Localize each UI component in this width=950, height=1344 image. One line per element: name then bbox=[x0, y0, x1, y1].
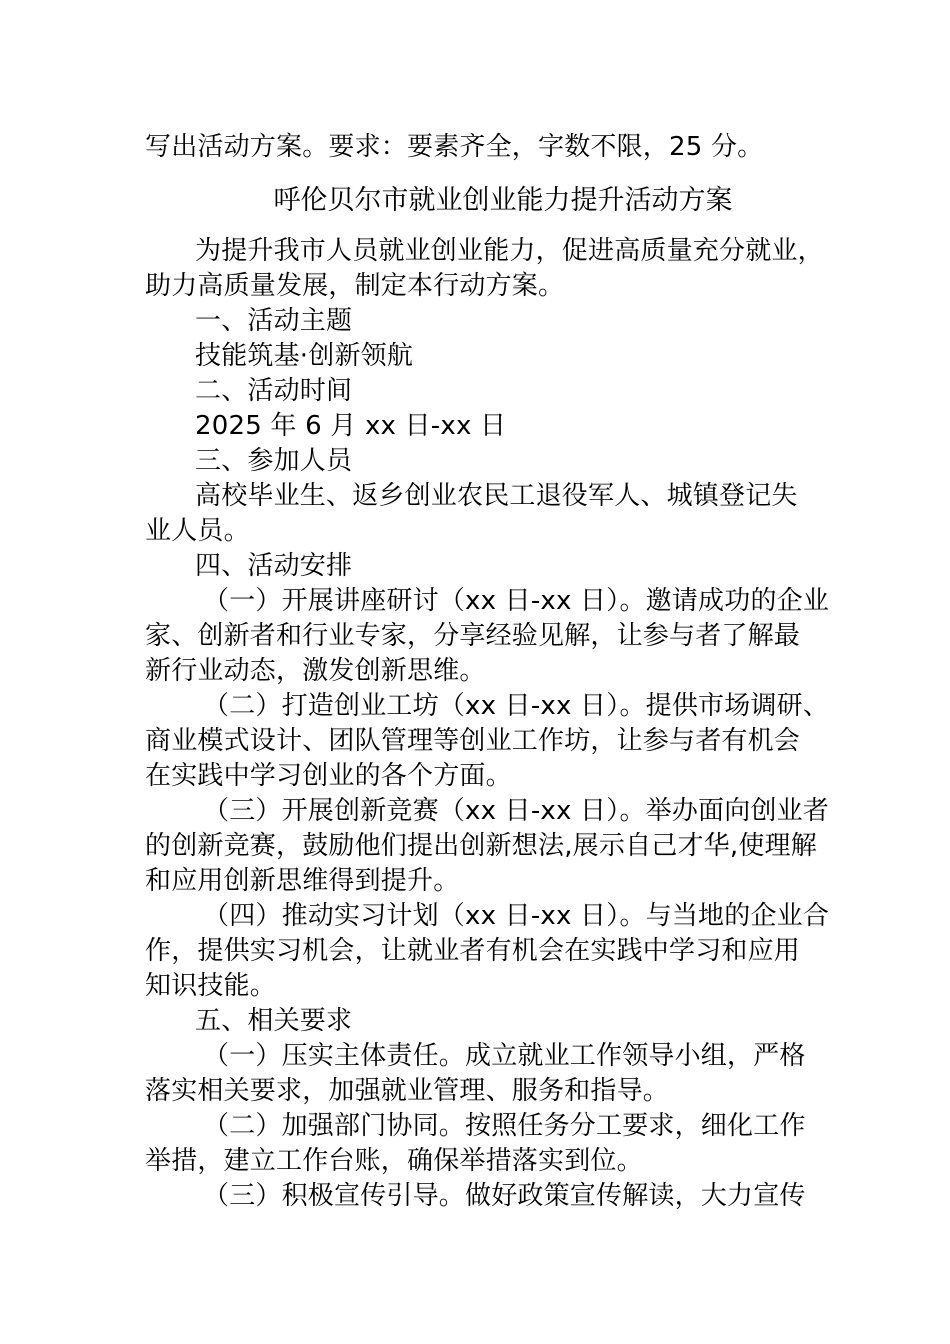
intro-line: 写出活动方案。要求：要素齐全，字数不限，25 分。 bbox=[145, 132, 764, 162]
body-line: 商业模式设计、团队管理等创业工作坊，让参与者有机会 bbox=[145, 726, 801, 756]
body-line: （四）推动实习计划（xx 日-xx 日）。与当地的企业合 bbox=[203, 901, 830, 931]
body-line: （三）积极宣传引导。做好政策宣传解读，大力宣传 bbox=[203, 1181, 806, 1211]
section-heading: 一、活动主题 bbox=[195, 306, 353, 336]
body-line: （一）开展讲座研讨（xx 日-xx 日）。邀请成功的企业 bbox=[203, 586, 830, 616]
body-line: 新行业动态，激发创新思维。 bbox=[145, 656, 486, 686]
document-title: 呼伦贝尔市就业创业能力提升活动方案 bbox=[273, 185, 733, 216]
body-line: 为提升我市人员就业创业能力，促进高质量充分就业， bbox=[195, 236, 824, 266]
body-line: （二）打造创业工坊（xx 日-xx 日）。提供市场调研、 bbox=[203, 691, 830, 721]
body-line: 的创新竞赛，鼓励他们提出创新想法,展示自己才华,使理解 bbox=[145, 831, 817, 861]
body-line: 助力高质量发展，制定本行动方案。 bbox=[145, 271, 565, 301]
section-heading: 二、活动时间 bbox=[195, 376, 353, 406]
body-line: 家、创新者和行业专家，分享经验见解，让参与者了解最 bbox=[145, 621, 801, 651]
body-line: 高校毕业生、返乡创业农民工退役军人、城镇登记失 bbox=[195, 481, 798, 511]
body-line: 技能筑基·创新领航 bbox=[195, 341, 414, 371]
body-line: 举措，建立工作台账，确保举措落实到位。 bbox=[145, 1146, 643, 1176]
body-line: 业人员。 bbox=[145, 516, 250, 546]
section-heading: 三、参加人员 bbox=[195, 446, 353, 476]
body-line: （二）加强部门协同。按照任务分工要求，细化工作 bbox=[203, 1111, 806, 1141]
body-line: 2025 年 6 月 xx 日-xx 日 bbox=[195, 411, 507, 441]
body-line: 作，提供实习机会，让就业者有机会在实践中学习和应用 bbox=[145, 936, 801, 966]
body-line: 落实相关要求，加强就业管理、服务和指导。 bbox=[145, 1076, 670, 1106]
body-line: 在实践中学习创业的各个方面。 bbox=[145, 761, 512, 791]
section-heading: 五、相关要求 bbox=[195, 1006, 353, 1036]
body-line: （三）开展创新竞赛（xx 日-xx 日）。举办面向创业者 bbox=[203, 796, 830, 826]
body-line: 知识技能。 bbox=[145, 971, 277, 1001]
body-line: 和应用创新思维得到提升。 bbox=[145, 866, 460, 896]
body-line: （一）压实主体责任。成立就业工作领导小组，严格 bbox=[203, 1041, 806, 1071]
section-heading: 四、活动安排 bbox=[195, 551, 353, 581]
